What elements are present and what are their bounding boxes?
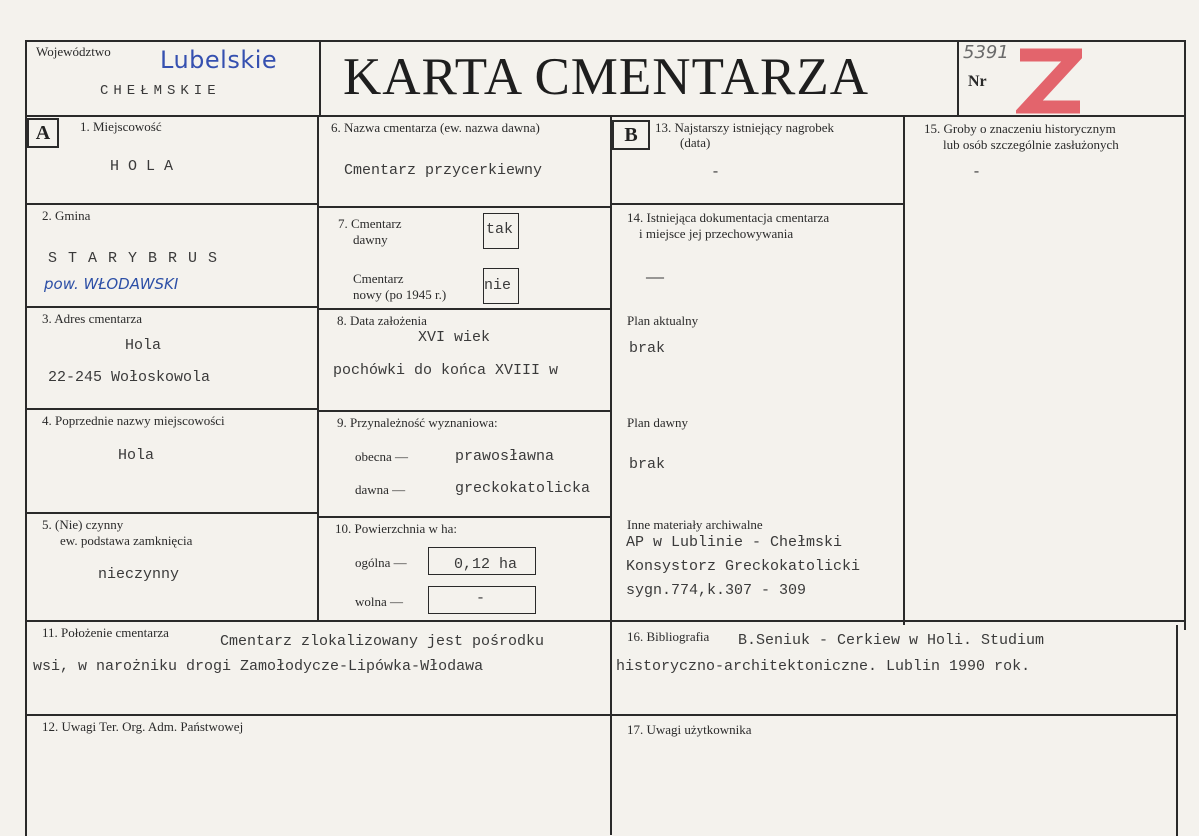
region-name: CHEŁMSKIE [100,83,221,99]
colB-row-line-1 [610,203,904,205]
f7b-value: nie [484,277,512,294]
f13-label-line2: (data) [680,135,711,150]
colM-row-line-2 [317,308,611,310]
wojewodztwo-label: Województwo [36,44,111,59]
colA-row-line-2 [25,306,318,308]
section-b-marker: B [612,120,650,150]
f7-value: tak [486,221,514,238]
f17-label: 17. Uwagi użytkownika [627,722,752,737]
f5-label-line1: 5. (Nie) czynny [42,517,124,532]
f9-former-value: greckokatolicka [455,480,591,497]
f4-value: Hola [118,447,155,464]
f6-value: Cmentarz przycerkiewny [344,162,543,179]
f8-value-line1: XVI wiek [418,329,491,346]
f10-total-value: 0,12 ha [454,556,518,573]
archive-line3: sygn.774,k.307 - 309 [626,582,807,599]
f9-former-label: dawna — [355,482,406,497]
header-divider-1 [319,40,321,116]
f6-label: 6. Nazwa cmentarza (ew. nazwa dawna) [331,120,540,135]
f7-label-line1: 7. Cmentarz [338,216,402,231]
f16-value-line2: historyczno-architektoniczne. Lublin 1990 rok. [616,658,1031,675]
f10-total-label: ogólna — [355,555,407,570]
archive-label: Inne materiały archiwalne [627,517,763,532]
f13-value: - [711,164,721,181]
colM-row-line-3 [317,410,611,412]
f10-free-label: wolna — [355,594,404,609]
f14-label-line2: i miejsce jej przechowywania [639,226,794,241]
bottom-mid-line [25,714,1177,716]
category-mark-z [1016,47,1082,115]
colM-row-line-1 [317,206,611,208]
f2-label: 2. Gmina [42,208,91,223]
f15-label-line1: 15. Groby o znaczeniu historycznym [924,121,1116,136]
plan-former-label: Plan dawny [627,415,689,430]
colA-row-line-3 [25,408,318,410]
f10-free-value: - [476,590,486,607]
f8-label: 8. Data założenia [337,313,427,328]
header-divider-2 [957,40,959,116]
f2-value: S T A R Y B R U S [48,250,219,267]
section-a-marker: A [27,118,59,148]
f10-label: 10. Powierzchnia w ha: [335,521,458,536]
frame-right-line [1184,40,1186,630]
archive-line2: Konsystorz Greckokatolicki [626,558,861,575]
f13-label-line1: 13. Najstarszy istniejący nagrobek [655,120,835,135]
f11-label: 11. Położenie cmentarza [42,625,169,640]
colM-row-line-4 [317,516,611,518]
header-bottom-line [25,115,1185,117]
f4-label: 4. Poprzednie nazwy miejscowości [42,413,225,428]
f9-label: 9. Przynależność wyznaniowa: [337,415,498,430]
f14-value: —— [646,270,665,287]
f7b-label-line1: Cmentarz [353,271,404,286]
f14-label-line1: 14. Istniejąca dokumentacja cmentarza [627,210,830,225]
f5-value: nieczynny [98,566,180,583]
f2-handwritten: pow. WŁODAWSKI [44,275,179,293]
colA-row-line-1 [25,203,318,205]
bottom-left-line [25,620,27,836]
nr-handwritten: 5391 [963,42,1009,63]
f3-value-line1: Hola [125,337,162,354]
f11-value-line1: Cmentarz zlokalizowany jest pośrodku [220,633,545,650]
colA-row-line-4 [25,512,318,514]
f7-label-line2: dawny [353,232,388,247]
col-divider-2 [610,115,612,835]
f9-current-label: obecna — [355,449,409,464]
nr-label: Nr [968,73,987,90]
f3-label: 3. Adres cmentarza [42,311,142,326]
bottom-right-line [1176,625,1178,836]
f16-label: 16. Bibliografia [627,629,710,644]
card-title: KARTA CMENTARZA [343,48,869,106]
col-divider-1 [317,115,319,620]
f5-label-line2: ew. podstawa zamknięcia [60,533,193,548]
bottom-top-line [25,620,1185,622]
f12-label: 12. Uwagi Ter. Org. Adm. Państwowej [42,719,244,734]
f15-label-line2: lub osób szczególnie zasłużonych [943,137,1119,152]
f9-current-value: prawosławna [455,448,555,465]
plan-current-label: Plan aktualny [627,313,699,328]
f3-value-line2: 22-245 Wołoskowola [48,369,211,386]
f8-value-line2: pochówki do końca XVIII w [333,362,559,379]
wojewodztwo-stamp: Lubelskie [160,46,278,74]
f7b-label-line2: nowy (po 1945 r.) [353,287,447,302]
plan-former-value: brak [629,456,666,473]
col-divider-3 [903,115,905,625]
f16-value-line1: B.Seniuk - Cerkiew w Holi. Studium [738,632,1045,649]
f1-label: 1. Miejscowość [80,119,162,134]
f15-value: - [972,164,982,181]
frame-top-line [25,40,1185,42]
plan-current-value: brak [629,340,666,357]
archive-line1: AP w Lublinie - Chełmski [626,534,843,551]
f1-value: H O L A [110,158,174,175]
f11-value-line2: wsi, w narożniku drogi Zamołodycze-Lipówka-Włodawa [33,658,484,675]
